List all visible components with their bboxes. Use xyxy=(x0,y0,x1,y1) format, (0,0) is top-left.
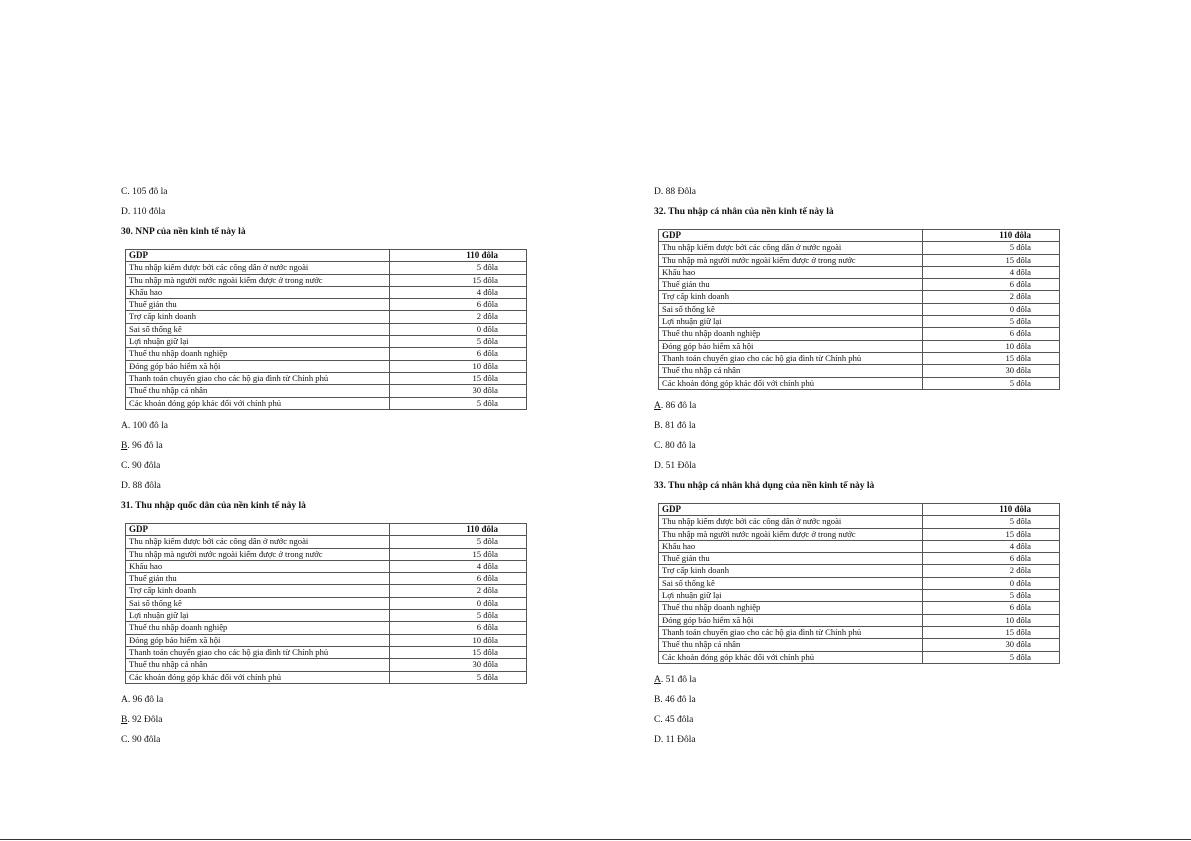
q31-option-b: B. 92 Đôla xyxy=(121,715,163,725)
row-label: Trợ cấp kinh doanh xyxy=(659,291,923,303)
row-label: Thuế thu nhập doanh nghiệp xyxy=(126,622,390,634)
row-label: Trợ cấp kinh doanh xyxy=(659,565,923,577)
row-value: 110 đôla xyxy=(923,230,1060,242)
row-value: 6 đôla xyxy=(390,348,527,360)
table-row xyxy=(659,577,1060,589)
row-value: 15 đôla xyxy=(390,548,527,560)
row-value: 10 đôla xyxy=(923,614,1060,626)
row-label: Thu nhập mà người nước ngoài kiếm được ở trong nước xyxy=(126,548,390,560)
row-label: Thanh toán chuyển giao cho các hộ gia đình từ Chính phủ xyxy=(659,352,923,364)
question-30: 30. NNP của nền kinh tế này là xyxy=(121,227,246,237)
row-label: Thuế thu nhập cá nhân xyxy=(659,639,923,651)
row-value: 5 đôla xyxy=(923,242,1060,254)
table-row xyxy=(126,622,527,634)
row-value: 6 đôla xyxy=(923,553,1060,565)
q32-option-c: C. 80 đô la xyxy=(654,441,696,451)
row-label: Thanh toán chuyển giao cho các hộ gia đình từ Chính phủ xyxy=(659,626,923,638)
row-label: Thuế thu nhập cá nhân xyxy=(126,385,390,397)
row-value: 5 đôla xyxy=(923,316,1060,328)
row-label: Trợ cấp kinh doanh xyxy=(126,585,390,597)
row-label: Thuế thu nhập doanh nghiệp xyxy=(659,328,923,340)
q31-option-c: C. 90 đôla xyxy=(121,735,161,745)
table-row xyxy=(126,311,527,323)
row-value: 5 đôla xyxy=(390,336,527,348)
q30-option-d: D. 88 đôla xyxy=(121,481,161,491)
row-value: 30 đôla xyxy=(923,639,1060,651)
row-label: Đóng góp bảo hiểm xã hội xyxy=(659,340,923,352)
row-label: Lợi nhuận giữ lại xyxy=(659,316,923,328)
row-label: Thu nhập kiếm được bởi các công dân ở nước ngoài xyxy=(126,262,390,274)
row-value: 4 đôla xyxy=(390,560,527,572)
q30-option-b: B. 96 đô la xyxy=(121,441,163,451)
table-row xyxy=(659,266,1060,278)
row-value: 15 đôla xyxy=(923,352,1060,364)
row-label: Đóng góp bảo hiểm xã hội xyxy=(126,634,390,646)
row-value: 4 đôla xyxy=(923,266,1060,278)
row-value: 15 đôla xyxy=(390,372,527,384)
row-label: Khấu hao xyxy=(659,266,923,278)
table-row xyxy=(659,242,1060,254)
q32-option-d: D. 51 Đôla xyxy=(654,461,696,471)
q33-option-c: C. 45 đôla xyxy=(654,715,694,725)
row-label: Thanh toán chuyển giao cho các hộ gia đình từ Chính phủ xyxy=(126,646,390,658)
row-label: GDP xyxy=(126,524,390,536)
option-d: D. 88 Đôla xyxy=(654,187,696,197)
table-row xyxy=(126,360,527,372)
option-d: D. 110 đôla xyxy=(121,207,166,217)
row-label: Sai số thống kê xyxy=(659,577,923,589)
table-row xyxy=(659,316,1060,328)
table-row xyxy=(659,602,1060,614)
row-value: 15 đôla xyxy=(390,274,527,286)
row-value: 110 đôla xyxy=(390,250,527,262)
row-value: 6 đôla xyxy=(923,602,1060,614)
row-label: Thuế thu nhập cá nhân xyxy=(126,659,390,671)
row-value: 15 đôla xyxy=(390,646,527,658)
q30-option-c: C. 90 đôla xyxy=(121,461,161,471)
answer-marker: A xyxy=(654,675,661,685)
row-value: 5 đôla xyxy=(390,610,527,622)
row-value: 6 đôla xyxy=(390,573,527,585)
row-value: 0 đôla xyxy=(923,577,1060,589)
row-value: 10 đôla xyxy=(390,634,527,646)
table-row xyxy=(126,659,527,671)
data-table-q31 xyxy=(125,523,527,684)
table-row xyxy=(659,254,1060,266)
row-value: 4 đôla xyxy=(390,286,527,298)
data-table-q33 xyxy=(658,503,1060,664)
row-label: Lợi nhuận giữ lại xyxy=(126,336,390,348)
q33-option-b: B. 46 đô la xyxy=(654,695,696,705)
table-row xyxy=(659,553,1060,565)
row-label: Thuế gián thu xyxy=(126,299,390,311)
row-label: Đóng góp bảo hiểm xã hội xyxy=(659,614,923,626)
table-row xyxy=(126,286,527,298)
row-value: 30 đôla xyxy=(390,385,527,397)
row-value: 6 đôla xyxy=(390,299,527,311)
row-value: 2 đôla xyxy=(390,585,527,597)
row-value: 2 đôla xyxy=(390,311,527,323)
table-row xyxy=(126,597,527,609)
row-label: Thu nhập mà người nước ngoài kiếm được ở trong nước xyxy=(659,254,923,266)
row-value: 2 đôla xyxy=(923,291,1060,303)
table-row xyxy=(126,610,527,622)
table-row xyxy=(126,634,527,646)
row-value: 15 đôla xyxy=(923,626,1060,638)
row-value: 0 đôla xyxy=(390,597,527,609)
table-row xyxy=(659,279,1060,291)
q32-option-a: A. 86 đô la xyxy=(654,401,697,411)
table-row xyxy=(659,328,1060,340)
table-row xyxy=(126,671,527,683)
row-value: 4 đôla xyxy=(923,540,1060,552)
table-row xyxy=(126,585,527,597)
table-row xyxy=(126,536,527,548)
row-label: Khấu hao xyxy=(126,286,390,298)
row-label: GDP xyxy=(659,504,923,516)
table-row xyxy=(659,590,1060,602)
table-row xyxy=(659,352,1060,364)
row-value: 0 đôla xyxy=(390,323,527,335)
row-label: Sai số thống kê xyxy=(659,303,923,315)
table-row xyxy=(126,274,527,286)
row-label: Thu nhập kiếm được bởi các công dân ở nước ngoài xyxy=(659,516,923,528)
data-table-q30 xyxy=(125,249,527,410)
table-row xyxy=(126,299,527,311)
table-header-row xyxy=(659,504,1060,516)
row-label: Thu nhập mà người nước ngoài kiếm được ở trong nước xyxy=(659,528,923,540)
table-row xyxy=(126,548,527,560)
table-header-row xyxy=(126,250,527,262)
row-label: Các khoản đóng góp khác đối với chính phủ xyxy=(126,397,390,409)
row-label: Thu nhập kiếm được bởi các công dân ở nước ngoài xyxy=(659,242,923,254)
row-value: 5 đôla xyxy=(390,671,527,683)
answer-marker: B xyxy=(121,441,128,451)
q33-option-a: A. 51 đô la xyxy=(654,675,697,685)
answer-marker: B xyxy=(121,715,128,725)
row-label: Các khoản đóng góp khác đối với chính phủ xyxy=(126,671,390,683)
row-label: Thuế gián thu xyxy=(659,553,923,565)
row-value: 10 đôla xyxy=(390,360,527,372)
row-value: 5 đôla xyxy=(390,536,527,548)
table-header-row xyxy=(659,230,1060,242)
row-label: Khấu hao xyxy=(126,560,390,572)
row-value: 5 đôla xyxy=(390,262,527,274)
table-row xyxy=(126,397,527,409)
row-label: Thuế gián thu xyxy=(126,573,390,585)
row-value: 30 đôla xyxy=(923,365,1060,377)
table-row xyxy=(126,348,527,360)
row-label: Lợi nhuận giữ lại xyxy=(126,610,390,622)
row-value: 5 đôla xyxy=(390,397,527,409)
q31-option-a: A. 96 đô la xyxy=(121,695,164,705)
row-value: 6 đôla xyxy=(390,622,527,634)
page-bottom-rule xyxy=(0,839,1191,840)
row-label: GDP xyxy=(659,230,923,242)
table-row xyxy=(659,365,1060,377)
table-row xyxy=(126,323,527,335)
table-row xyxy=(659,377,1060,389)
table-row xyxy=(659,516,1060,528)
question-33: 33. Thu nhập cá nhân khả dụng của nền kinh tế này là xyxy=(654,481,875,491)
row-value: 15 đôla xyxy=(923,528,1060,540)
row-value: 5 đôla xyxy=(923,377,1060,389)
row-value: 6 đôla xyxy=(923,279,1060,291)
table-row xyxy=(659,291,1060,303)
row-label: Thanh toán chuyển giao cho các hộ gia đình từ Chính phủ xyxy=(126,372,390,384)
row-value: 30 đôla xyxy=(390,659,527,671)
table-row xyxy=(659,303,1060,315)
table-row xyxy=(126,372,527,384)
table-row xyxy=(126,262,527,274)
table-row xyxy=(126,385,527,397)
table-row xyxy=(659,639,1060,651)
table-row xyxy=(659,626,1060,638)
table-row xyxy=(659,565,1060,577)
table-row xyxy=(659,614,1060,626)
row-value: 0 đôla xyxy=(923,303,1060,315)
row-label: Thuế thu nhập doanh nghiệp xyxy=(126,348,390,360)
row-label: Thuế thu nhập cá nhân xyxy=(659,365,923,377)
row-label: Đóng góp bảo hiểm xã hội xyxy=(126,360,390,372)
table-header-row xyxy=(126,524,527,536)
row-value: 10 đôla xyxy=(923,340,1060,352)
row-label: Sai số thống kê xyxy=(126,323,390,335)
table-row xyxy=(659,528,1060,540)
data-table-q32 xyxy=(658,229,1060,390)
q33-option-d: D. 11 Đôla xyxy=(654,735,696,745)
question-32: 32. Thu nhập cá nhân của nền kinh tế này là xyxy=(654,207,834,217)
row-label: Các khoản đóng góp khác đối với chính phủ xyxy=(659,651,923,663)
row-label: Các khoản đóng góp khác đối với chính phủ xyxy=(659,377,923,389)
row-value: 5 đôla xyxy=(923,651,1060,663)
row-value: 5 đôla xyxy=(923,590,1060,602)
table-row xyxy=(659,651,1060,663)
row-value: 6 đôla xyxy=(923,328,1060,340)
answer-marker: A xyxy=(654,401,661,411)
row-value: 5 đôla xyxy=(923,516,1060,528)
row-label: Khấu hao xyxy=(659,540,923,552)
row-label: Thuế gián thu xyxy=(659,279,923,291)
row-value: 15 đôla xyxy=(923,254,1060,266)
row-label: Trợ cấp kinh doanh xyxy=(126,311,390,323)
table-row xyxy=(126,336,527,348)
row-label: Thu nhập mà người nước ngoài kiếm được ở trong nước xyxy=(126,274,390,286)
table-row xyxy=(659,540,1060,552)
row-label: Thuế thu nhập doanh nghiệp xyxy=(659,602,923,614)
row-label: Sai số thống kê xyxy=(126,597,390,609)
row-value: 2 đôla xyxy=(923,565,1060,577)
q32-option-b: B. 81 đô la xyxy=(654,421,696,431)
row-label: Lợi nhuận giữ lại xyxy=(659,590,923,602)
table-row xyxy=(126,573,527,585)
table-row xyxy=(126,560,527,572)
row-value: 110 đôla xyxy=(923,504,1060,516)
row-value: 110 đôla xyxy=(390,524,527,536)
table-row xyxy=(126,646,527,658)
row-label: Thu nhập kiếm được bởi các công dân ở nước ngoài xyxy=(126,536,390,548)
question-31: 31. Thu nhập quốc dân của nền kinh tế này là xyxy=(121,501,306,511)
table-row xyxy=(659,340,1060,352)
option-c: C. 105 đô la xyxy=(121,187,168,197)
row-label: GDP xyxy=(126,250,390,262)
q30-option-a: A. 100 đô la xyxy=(121,421,168,431)
